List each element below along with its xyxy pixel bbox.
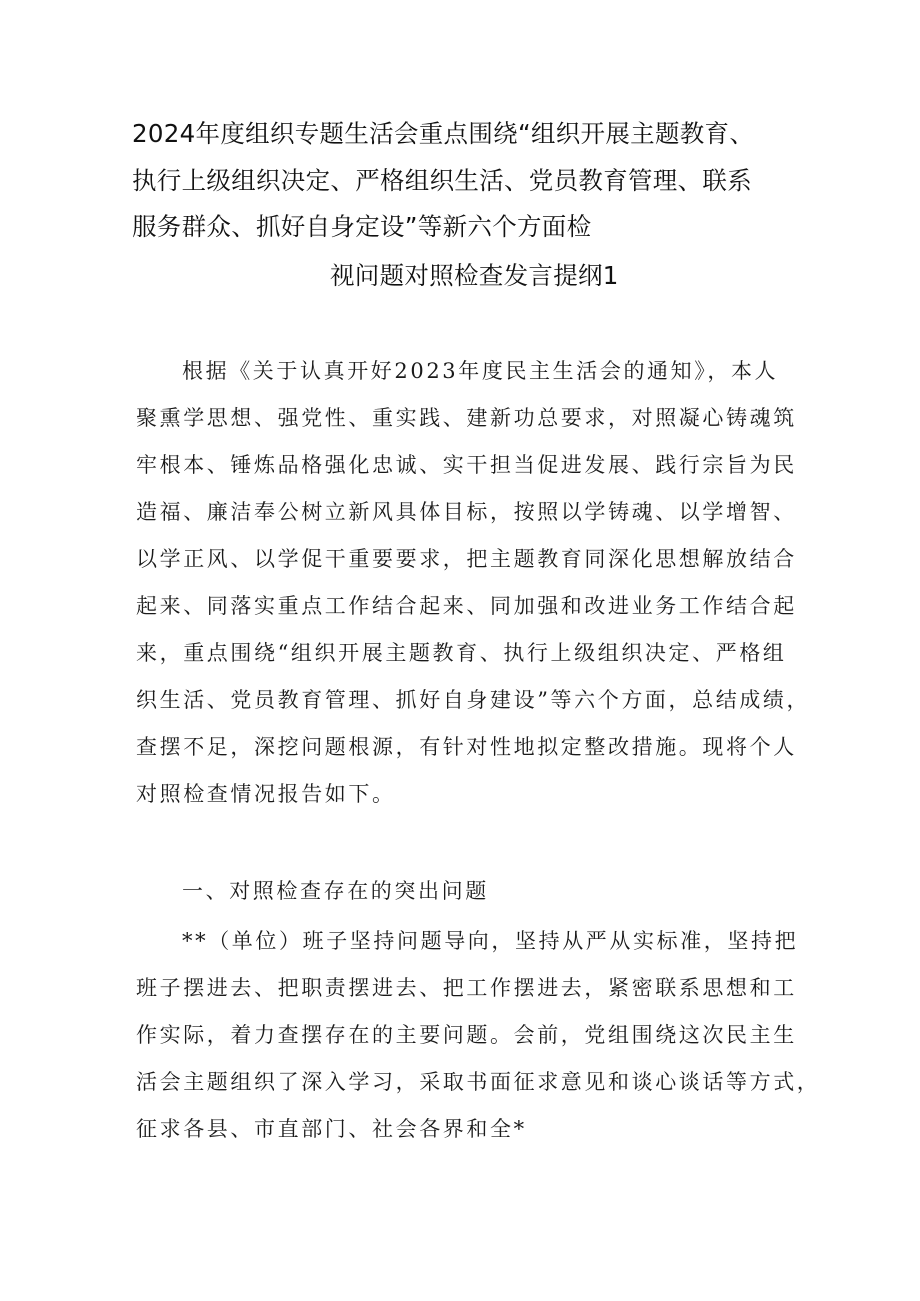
paragraph2-line-2: 班子摆进去、把职责摆进去、把工作摆进去，紧密联系思想和工 (136, 976, 797, 1000)
paragraph1-line-4: 造福、廉洁奉公树立新风具体目标，按照以学铸魂、以学增智、 (136, 500, 797, 524)
paragraph1-line-5: 以学正风、以学促干重要要求，把主题教育同深化思想解放结合 (136, 547, 797, 571)
paragraph2-line-1: **（单位）班子坚持问题导向，坚持从严从实标准，坚持把 (182, 929, 799, 953)
paragraph1-line-7: 来，重点围绕“组织开展主题教育、执行上级组织决定、严格组 (136, 641, 787, 665)
paragraph1-line-1: 根据《关于认真开好2023年度民主生活会的通知》，本人 (182, 359, 779, 383)
title-line-2: 执行上级组织决定、严格组织生活、党员教育管理、联系 (132, 166, 752, 195)
title-line-3: 服务群众、抓好自身定设”等新六个方面检 (132, 212, 592, 241)
paragraph1-line-8: 织生活、党员教育管理、抓好自身建设”等六个方面，总结成绩， (136, 688, 811, 712)
title-line-4: 视问题对照检查发言提纲1 (330, 261, 619, 290)
paragraph1-line-10: 对照检查情况报告如下。 (136, 782, 396, 806)
paragraph1-line-3: 牢根本、锤炼品格强化忠诚、实干担当促进发展、践行宗旨为民 (136, 453, 797, 477)
paragraph1-line-9: 查摆不足，深挖问题根源，有针对性地拟定整改措施。现将个人 (136, 735, 797, 759)
paragraph2-line-4: 活会主题组织了深入学习，采取书面征求意见和谈心谈话等方式， (136, 1070, 821, 1094)
section1-heading: 一、对照检查存在的突出问题 (182, 879, 489, 903)
paragraph2-line-3: 作实际，着力查摆存在的主要问题。会前，党组围绕这次民主生 (136, 1023, 797, 1047)
title-line-1: 2024年度组织专题生活会重点围绕“组织开展主题教育、 (132, 119, 755, 148)
paragraph1-line-6: 起来、同落实重点工作结合起来、同加强和改进业务工作结合起 (136, 594, 797, 618)
paragraph2-line-5: 征求各县、市直部门、社会各界和全* (136, 1117, 527, 1141)
paragraph1-line-2: 聚熏学思想、强党性、重实践、建新功总要求，对照凝心铸魂筑 (136, 406, 797, 430)
